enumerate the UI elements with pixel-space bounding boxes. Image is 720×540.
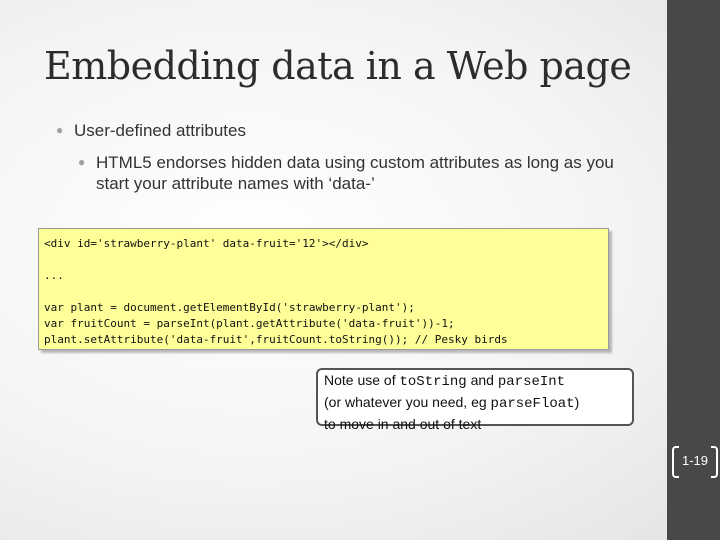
note-line-2 xyxy=(324,392,626,414)
left-bracket-icon xyxy=(672,446,679,478)
note-code: parseFloat xyxy=(490,396,575,412)
bullet-level-2-text: HTML5 endorses hidden data using custom attributes as long as you start your attribute names with ‘data-’ xyxy=(96,153,614,193)
note-line-1 xyxy=(324,370,626,392)
bullet-level-2 xyxy=(78,152,638,194)
bullet-level-1 xyxy=(56,121,246,141)
code-line: var plant = document.getElementById('strawberry-plant'); xyxy=(44,301,415,314)
code-line: var fruitCount = parseInt(plant.getAttribute('data-fruit'))-1; xyxy=(44,317,455,330)
code-line: <div id='strawberry-plant' data-fruit='12'></div> xyxy=(44,237,369,250)
note-code: parseInt xyxy=(497,374,566,390)
note-text: Note use of xyxy=(324,372,400,388)
bullet-level-1-text: User-defined attributes xyxy=(74,121,246,140)
page-number-badge xyxy=(676,446,714,476)
note-text: and xyxy=(466,372,498,388)
code-line: plant.setAttribute('data-fruit',fruitCount.toString()); // Pesky birds xyxy=(44,333,508,346)
note-text: ) xyxy=(574,394,580,410)
page-number: 1-19 xyxy=(681,453,709,468)
note-line-3: to move in and out of text xyxy=(324,416,482,432)
bullet-dot-icon: ● xyxy=(56,123,64,137)
right-bracket-icon xyxy=(711,446,718,478)
bullet-dot-icon: ● xyxy=(78,155,86,169)
code-line: ... xyxy=(44,269,64,282)
slide-title: Embedding data in a Web page xyxy=(44,44,632,88)
note-text: (or whatever you need, eg xyxy=(324,394,491,410)
callout-note xyxy=(316,368,634,432)
note-code: toString xyxy=(399,374,467,390)
code-sample-box xyxy=(38,228,609,350)
